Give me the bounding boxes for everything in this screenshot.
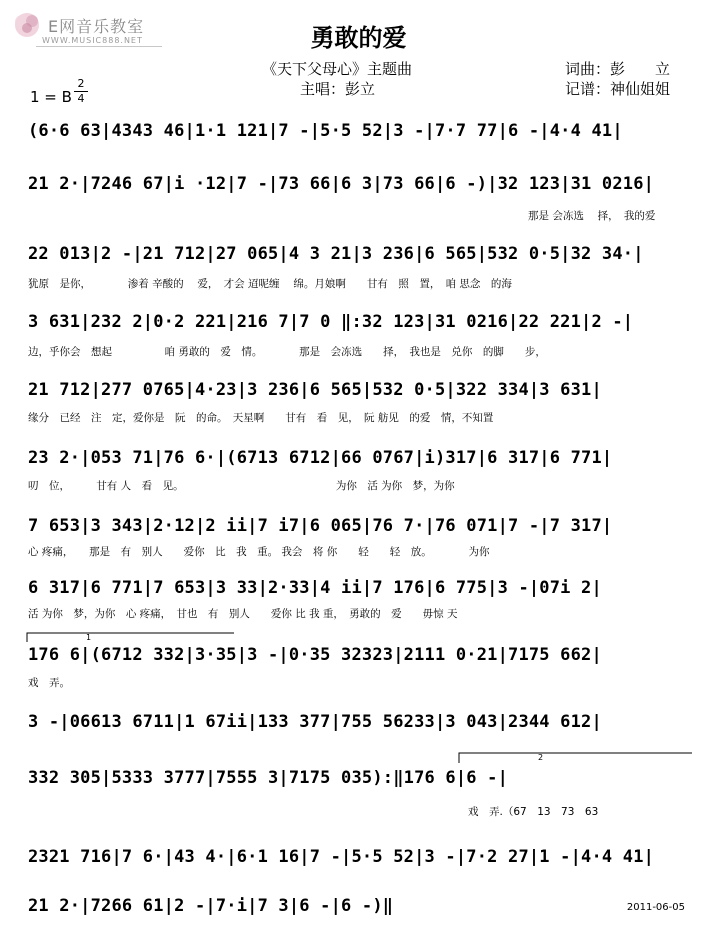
svg-text:1: 1 — [86, 633, 92, 642]
score-system-3 — [28, 244, 692, 290]
score-system-10 — [28, 712, 692, 732]
lyric-line: 心 疼痛， 那是 有 别人 爱你 比 我 重。 我会 将 你 轻 轻 放。 为你 — [28, 546, 490, 558]
notation-line: (6·6 63|4343 46|1·1 121|7 -|5·5 52|3 -|7·7 77|6 -|4·4 41| — [28, 121, 623, 141]
volta-bracket-2 — [458, 750, 694, 764]
transcriber: 记谱：神仙姐姐 — [565, 80, 671, 98]
notation-line: 3 -|06613 6711|1 67ii|133 377|755 56233|3 043|2344 612| — [28, 712, 602, 732]
lyric-line: 戏 弄。 — [28, 677, 70, 689]
notation-line: 21 712|277 0765|4·23|3 236|6 565|532 0·5|322 334|3 631| — [28, 380, 602, 400]
notation-line: 332 305|5333 3777|7555 3|7175 035):‖176 6|6 -| — [28, 768, 509, 788]
score-system-6 — [28, 448, 692, 492]
notation-line: 7 653|3 343|2·12|2 ii|7 i7|6 065|76 7·|76 071|7 -|7 317| — [28, 516, 613, 536]
page-title: 勇敢的爱 — [310, 24, 407, 52]
score-system-4 — [28, 312, 692, 358]
logo-name: E网音乐教室 — [48, 17, 145, 36]
meter-top: 2 — [77, 77, 85, 90]
lyric-line: 活 为你 梦，为你 心 疼痛， 甘也 有 别人 爱你 比 我 重， 勇敢的 爱 毋惊 天 — [28, 608, 458, 620]
score-system-8 — [28, 578, 692, 620]
score-system-1 — [28, 121, 692, 141]
score-system-5 — [28, 380, 692, 424]
notation-line: 23 2·|053 71|76 6·|(6713 6712|66 0767|i)317|6 317|6 771| — [28, 448, 613, 468]
volta-bracket-1 — [26, 631, 236, 643]
meter-bottom: 4 — [77, 92, 85, 105]
score-system-7 — [28, 516, 692, 558]
score-system-9 — [28, 633, 692, 689]
notation-line: 6 317|6 771|7 653|3 33|2·33|4 ii|7 176|6 775|3 -|07i 2| — [28, 578, 602, 598]
lyric-line: 那是 会冻选 择， 我的爱 — [528, 210, 656, 222]
score-system-13 — [28, 896, 692, 916]
svg-text:2: 2 — [538, 753, 544, 762]
subtitle: 《天下父母心》主题曲 — [262, 60, 413, 78]
score-system-2 — [28, 174, 692, 222]
notation-line: 22 013|2 -|21 712|27 065|4 3 21|3 236|6 565|532 0·5|32 34·| — [28, 244, 644, 264]
notation-line: 21 2·|7246 67|i ·12|7 -|73 66|6 3|73 66|6 -)|32 123|31 0216| — [28, 174, 655, 194]
lyric-line: 戏 弄.（67 13 73 63 — [468, 806, 599, 818]
notation-line: 21 2·|7266 61|2 -|7·i|7 3|6 -|6 -)‖ — [28, 896, 394, 916]
score-system-12 — [28, 847, 692, 867]
singer: 主唱：彭立 — [300, 80, 376, 98]
key-signature: 1 = B — [30, 88, 72, 106]
logo-url: WWW.MUSIC888.NET — [42, 36, 143, 45]
lyric-line: 叨 位， 甘有 人 看 见。 为你 活 为你 梦，为你 — [28, 480, 455, 492]
lyric-line: 边，乎你会 想起 咱 勇敢的 爱 情。 那是 会冻选 择， 我也是 兑你 的脚 步， — [28, 346, 546, 358]
lyric-line: 犹原 是你， 渗着 辛酸的 爱， 才会 迢呢缠 绵。月娘啊 甘有 照 置， 咱 思念 的海 — [28, 278, 512, 290]
notation-line: 176 6|(6712 332|3·35|3 -|0·35 32323|2111 0·21|7175 662| — [28, 645, 602, 665]
notation-line: 3 631|232 2|0·2 221|216 7|7 0 ‖:32 123|31 0216|22 221|2 -| — [28, 312, 634, 332]
lyric-line: 缘分 已经 注 定，爱你是 阮 的命。 天星啊 甘有 看 见， 阮 舫见 的爱 情，不知置 — [28, 412, 494, 424]
notation-line: 2321 716|7 6·|43 4·|6·1 16|7 -|5·5 52|3 -|7·2 27|1 -|4·4 41| — [28, 847, 655, 867]
time-signature — [74, 78, 88, 105]
transcription-date: 2011-06-05 — [626, 902, 685, 913]
score-system-11 — [28, 753, 692, 818]
composer: 词曲：彭 立 — [565, 60, 671, 78]
